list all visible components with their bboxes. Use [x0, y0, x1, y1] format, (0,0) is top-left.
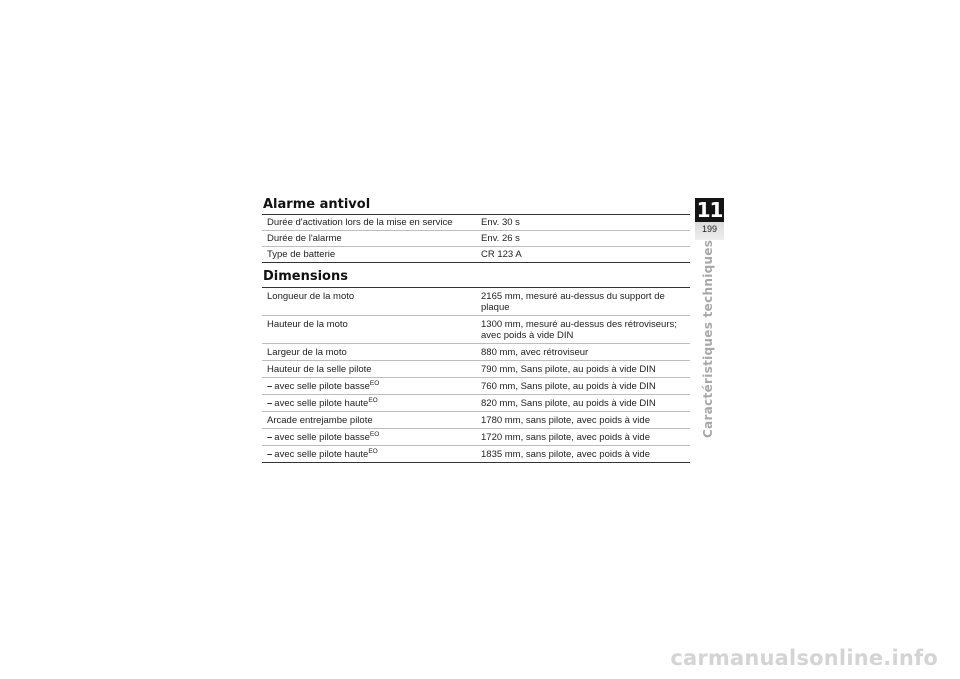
row-label: Durée d'activation lors de la mise en service [262, 215, 476, 231]
row-value-line: avec poids à vide DIN [481, 330, 574, 341]
table-row [262, 412, 690, 429]
row-label: Durée de l'alarme [262, 231, 476, 247]
table-row [262, 378, 690, 395]
row-label: Type de batterie [262, 247, 476, 263]
row-label: Hauteur de la selle pilote [262, 361, 476, 378]
bullet-dash: – [267, 381, 273, 392]
table-row [262, 344, 690, 361]
table-row [262, 361, 690, 378]
dimensions-spec-table [262, 287, 690, 463]
table-row [262, 215, 690, 231]
table-row [262, 395, 690, 412]
bullet-dash: – [267, 432, 273, 443]
table-row [262, 231, 690, 247]
row-value-line: 1300 mm, mesuré au-dessus des rétroviseurs; [481, 319, 677, 330]
page-number: 199 [701, 224, 718, 234]
row-value: 1835 mm, sans pilote, avec poids à vide [476, 446, 690, 463]
row-label: Hauteur de la moto [262, 316, 476, 344]
row-value [476, 288, 690, 316]
row-label: Longueur de la moto [262, 288, 476, 316]
chapter-side-title: Caractéristiques techniques [701, 239, 715, 438]
chapter-number: 11 [696, 198, 723, 222]
table-row [262, 446, 690, 463]
row-label [262, 446, 476, 463]
row-label: Arcade entrejambe pilote [262, 412, 476, 429]
section-title-dimensions: Dimensions [263, 269, 348, 284]
option-superscript: EO [369, 430, 380, 438]
row-label: Largeur de la moto [262, 344, 476, 361]
row-value: Env. 26 s [476, 231, 690, 247]
watermark: carmanualsonline.info [670, 646, 938, 670]
section-title-alarm: Alarme antivol [263, 197, 371, 212]
table-row [262, 247, 690, 263]
row-value: 880 mm, avec rétroviseur [476, 344, 690, 361]
row-value: Env. 30 s [476, 215, 690, 231]
table-row [262, 288, 690, 316]
row-value [476, 316, 690, 344]
row-value-line: 2165 mm, mesuré au-dessus du support de [481, 291, 665, 302]
option-superscript: EO [368, 447, 378, 455]
option-superscript: EO [369, 379, 380, 387]
row-label [262, 429, 476, 446]
bullet-dash: – [267, 449, 273, 460]
row-label-text: avec selle pilote basse [274, 432, 370, 443]
row-value: 820 mm, Sans pilote, au poids à vide DIN [476, 395, 690, 412]
bullet-dash: – [267, 398, 273, 409]
row-value: 760 mm, Sans pilote, au poids à vide DIN [476, 378, 690, 395]
option-superscript: EO [368, 396, 378, 404]
row-label-text: avec selle pilote basse [274, 381, 370, 392]
row-value: CR 123 A [476, 247, 690, 263]
table-row [262, 429, 690, 446]
row-label-text: avec selle pilote haute [274, 398, 369, 409]
chapter-tab [695, 198, 724, 240]
row-value-line: plaque [481, 302, 510, 313]
row-label [262, 378, 476, 395]
row-value: 790 mm, Sans pilote, au poids à vide DIN [476, 361, 690, 378]
row-label-text: avec selle pilote haute [274, 449, 369, 460]
row-label [262, 395, 476, 412]
row-value: 1720 mm, sans pilote, avec poids à vide [476, 429, 690, 446]
alarm-spec-table [262, 214, 690, 263]
row-value: 1780 mm, sans pilote, avec poids à vide [476, 412, 690, 429]
table-row [262, 316, 690, 344]
